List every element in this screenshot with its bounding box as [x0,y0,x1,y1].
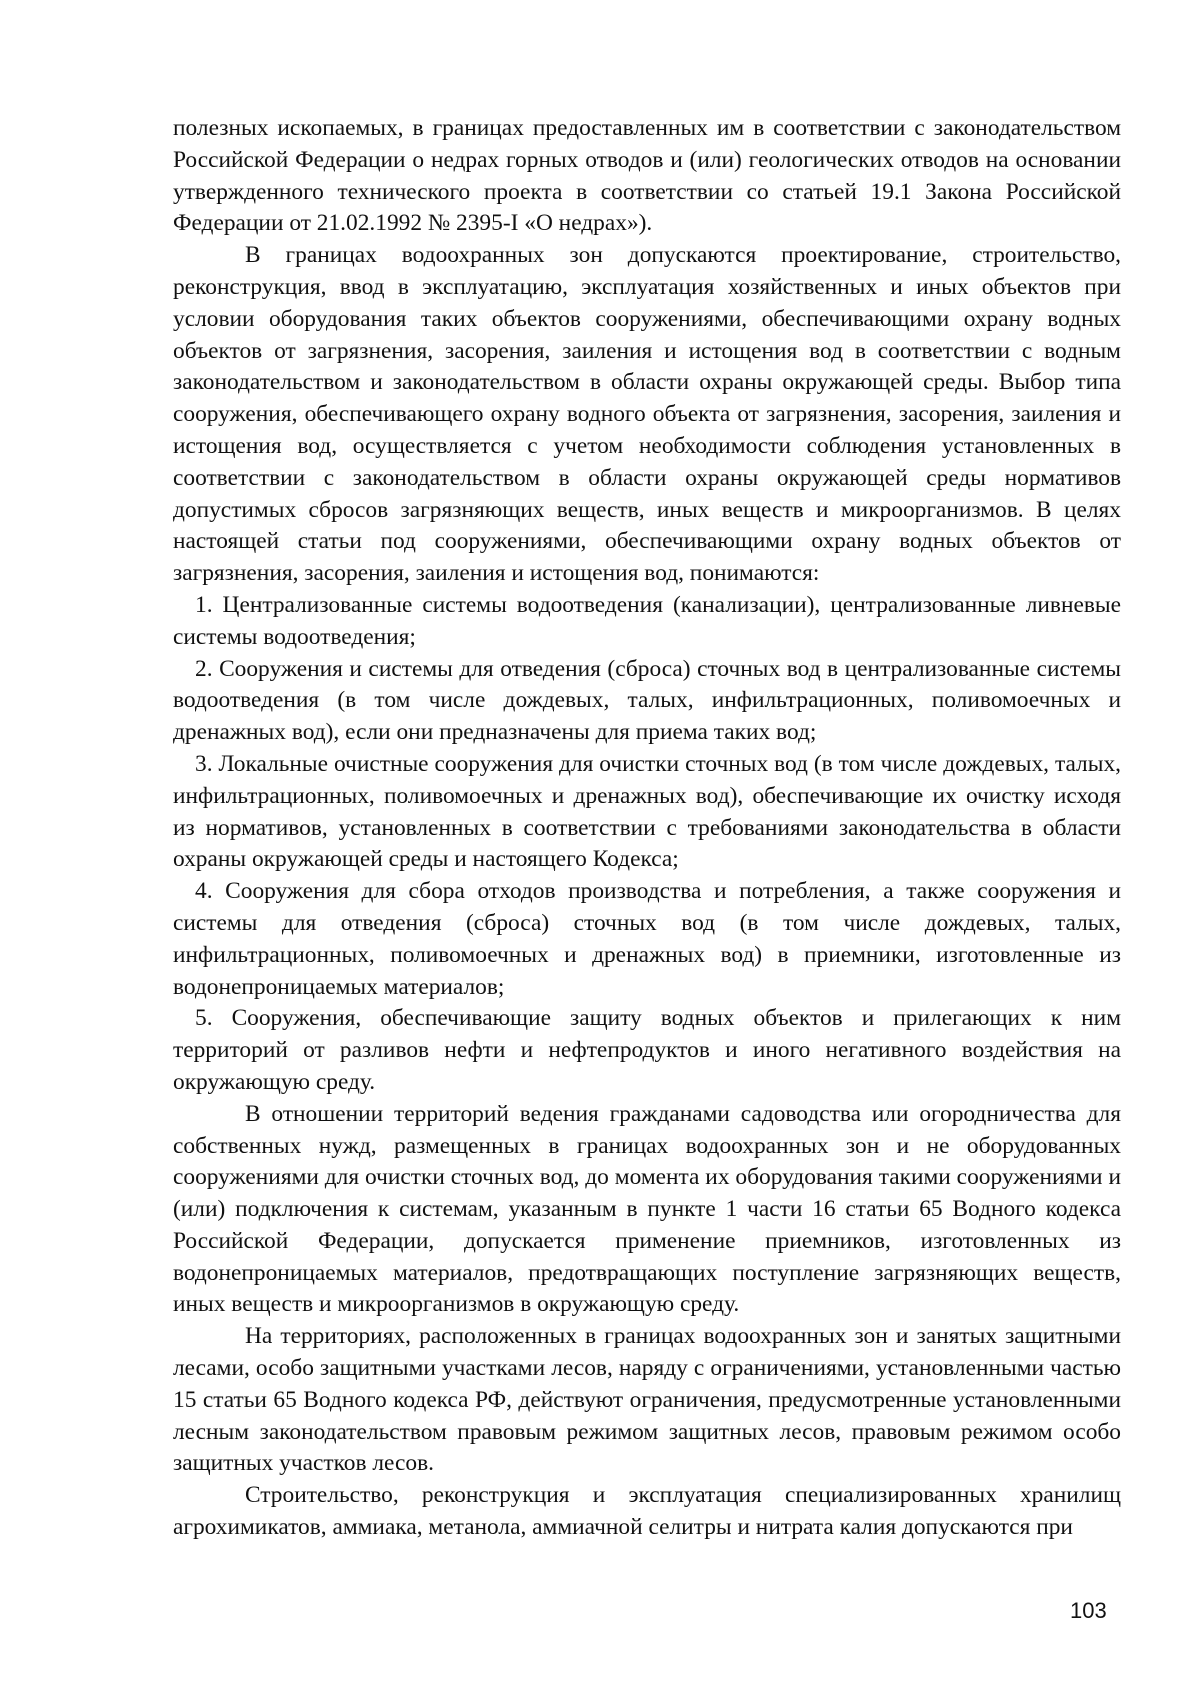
document-body [173,113,1121,1544]
page-number: 103 [1070,1598,1107,1623]
paragraph-gardening-territories: В отношении территорий ведения гражданами садоводства или огородничества для собственных нужд, размещенных в границах водоохранных зон и не оборудованных сооружениями для очистки сточных вод, до момента их оборудования такими сооружениями и (или) подключения к системам, указанным в пункте 1 части 16 статьи 65 Водного кодекса Российской Федерации, допускается применение приемников, изготовленных из водонепроницаемых материалов, предотвращающих поступление загрязняющих веществ, иных веществ и микроорганизмов в окружающую среду. [173,1100,1121,1318]
list-item-2: 2. Сооружения и системы для отведения (сброса) сточных вод в централизованные системы водоотведения (в том числе дождевых, талых, инфильтрационных, поливомоечных и дренажных вод), если они предназначены для приема таких вод; [173,655,1121,746]
list-item-4: 4. Сооружения для сбора отходов производства и потребления, а также сооружения и системы для отведения (сброса) сточных вод (в том числе дождевых, талых, инфильтрационных, поливомоечных и дренажных вод) в приемники, изготовленные из водонепроницаемых материалов; [173,878,1121,1000]
paragraph-agrochemical-storage: Строительство, реконструкция и эксплуатация специализированных хранилищ агрохимикатов, аммиака, метанола, аммиачной селитры и нитрата калия допускаются при [173,1482,1121,1541]
list-item-1: 1. Централизованные системы водоотведения (канализации), централизованные ливневые системы водоотведения; [173,591,1121,650]
list-item-5: 5. Сооружения, обеспечивающие защиту водных объектов и прилегающих к ним территорий от разливов нефти и нефтепродуктов и иного негативного воздействия на окружающую среду. [173,1005,1121,1095]
list-item-3: 3. Локальные очистные сооружения для очистки сточных вод (в том числе дождевых, талых, инфильтрационных, поливомоечных и дренажных вод), обеспечивающие их очистку исходя из нормативов, установленных в соответствии с требованиями законодательства в области охраны окружающей среды и настоящего Кодекса; [173,750,1121,873]
paragraph-continuation: полезных ископаемых, в границах предоставленных им в соответствии с законодательством Российской Федерации о недрах горных отводов и (или) геологических отводов на основании утвержденного технического проекта в соответствии со статьей 19.1 Закона Российской Федерации от 21.02.1992 № 2395-I «О недрах»). [173,115,1121,237]
paragraph-water-protection-zones: В границах водоохранных зон допускаются проектирование, строительство, реконструкция, ввод в эксплуатацию, эксплуатация хозяйственных и иных объектов при условии оборудования таких объектов сооружениями, обеспечивающими охрану водных объектов от загрязнения, засорения, заиления и истощения вод в соответствии с водным законодательством и законодательством в области охраны окружающей среды. Выбор типа сооружения, обеспечивающего охрану водного объекта от загрязнения, засорения, заиления и истощения вод, осуществляется с учетом необходимости соблюдения установленных в соответствии с законодательством в области охраны окружающей среды нормативов допустимых сбросов загрязняющих веществ, иных веществ и микроорганизмов. В целях настоящей статьи под сооружениями, обеспечивающими охрану водных объектов от загрязнения, засорения, заиления и истощения вод, понимаются: [173,242,1121,587]
paragraph-protective-forests: На территориях, расположенных в границах водоохранных зон и занятых защитными лесами, особо защитными участками лесов, наряду с ограничениями, установленными частью 15 статьи 65 Водного кодекса РФ, действуют ограничения, предусмотренные установленными лесным законодательством правовым режимом защитных лесов, правовым режимом особо защитных участков лесов. [173,1323,1121,1477]
